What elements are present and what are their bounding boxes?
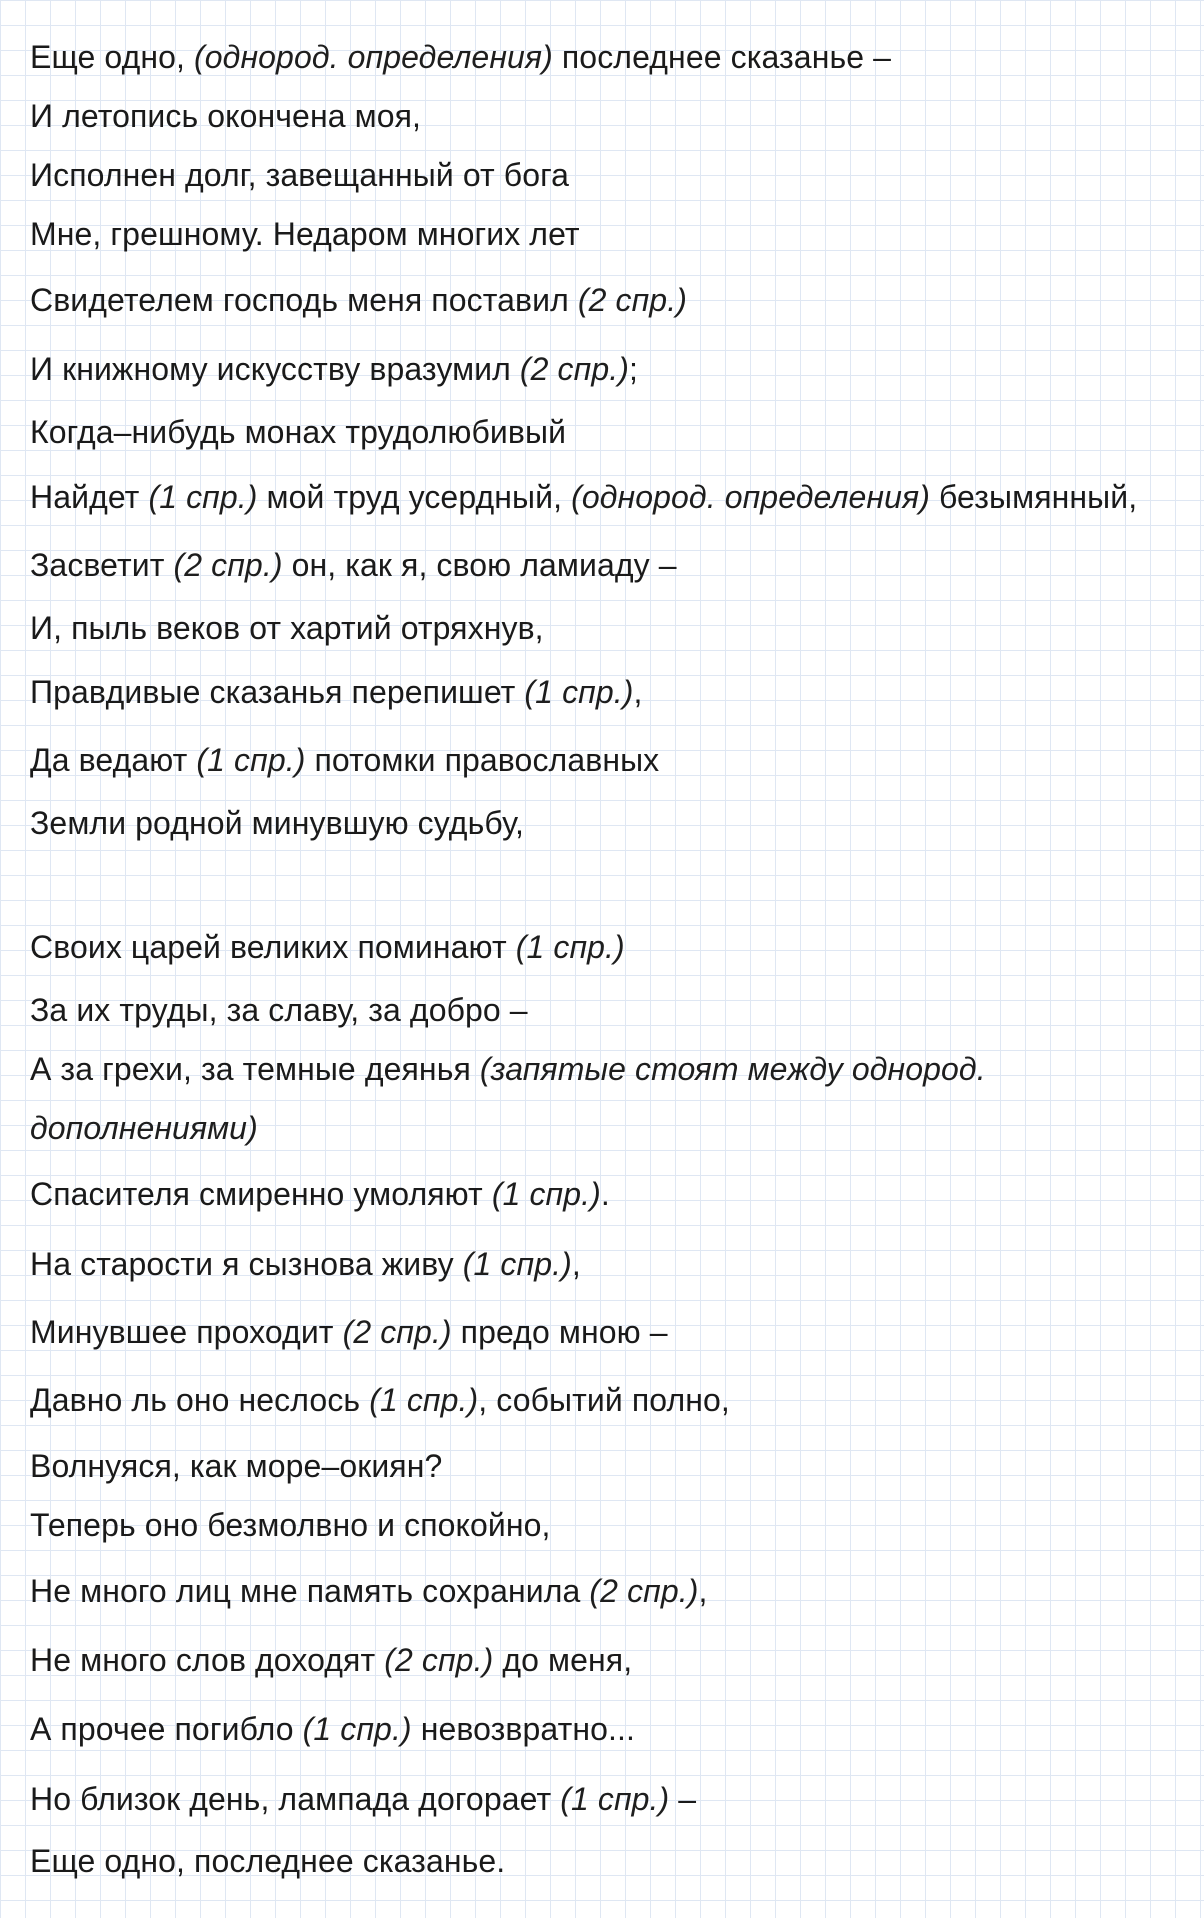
verse-text: Давно ль оно неслось bbox=[30, 1382, 370, 1418]
grammar-note: (2 спр.) bbox=[589, 1573, 699, 1609]
verse-text: Не много лиц мне память сохранила bbox=[30, 1573, 590, 1609]
verse-text: Свидетелем господь меня поставил bbox=[30, 282, 578, 318]
verse-text: Не много слов доходят bbox=[30, 1642, 385, 1678]
verse-text: ; bbox=[629, 351, 639, 387]
verse-text: А за грехи, за темные деянья bbox=[30, 1051, 480, 1087]
grammar-note: (1 спр.) bbox=[462, 1246, 572, 1282]
text-line bbox=[30, 1640, 1194, 1680]
text-line bbox=[30, 1049, 1194, 1089]
grammar-note: (запятые стоят между однород. bbox=[479, 1051, 986, 1087]
text-line bbox=[30, 1312, 1194, 1352]
verse-text: Найдет bbox=[30, 479, 149, 515]
verse-text: невозвратно... bbox=[411, 1711, 635, 1747]
grammar-note: (однород. определения) bbox=[194, 39, 553, 75]
text-line bbox=[30, 214, 1194, 254]
verse-text: последнее сказанье – bbox=[552, 39, 892, 75]
verse-text: потомки православных bbox=[305, 742, 660, 778]
text-line bbox=[30, 545, 1194, 585]
verse-text: Своих царей великих поминают bbox=[30, 929, 516, 965]
verse-text: Еще одно, последнее сказанье. bbox=[30, 1843, 506, 1879]
verse-text: , событий полно, bbox=[478, 1382, 730, 1418]
verse-text: безымянный, bbox=[929, 479, 1138, 515]
verse-text: мой труд усердный, bbox=[257, 479, 572, 515]
text-line bbox=[30, 349, 1194, 389]
text-line bbox=[30, 1244, 1194, 1284]
text-line bbox=[30, 1446, 1194, 1486]
grammar-note: (1 спр.) bbox=[148, 479, 258, 515]
verse-text: Земли родной минувшую судьбу, bbox=[30, 805, 524, 841]
verse-text: Но близок день, лампада догорает bbox=[30, 1781, 561, 1817]
text-line bbox=[30, 1380, 1194, 1420]
verse-text: , bbox=[633, 674, 643, 710]
grammar-note: (2 спр.) bbox=[173, 547, 283, 583]
text-line bbox=[30, 412, 1194, 452]
verse-text: Когда–нибудь монах трудолюбивый bbox=[30, 414, 567, 450]
grammar-note: (однород. определения) bbox=[571, 479, 930, 515]
grammar-note: (1 спр.) bbox=[369, 1382, 479, 1418]
verse-text: И, пыль веков от хартий отряхнув, bbox=[30, 610, 544, 646]
verse-text: Исполнен долг, завещанный от бога bbox=[30, 157, 570, 193]
verse-text: За их труды, за славу, за добро – bbox=[30, 992, 528, 1028]
grammar-note: (1 спр.) bbox=[524, 674, 634, 710]
grammar-note: дополнениями) bbox=[30, 1110, 258, 1146]
text-line bbox=[30, 96, 1194, 136]
verse-text: Засветит bbox=[30, 547, 174, 583]
verse-text: Спасителя смиренно умоляют bbox=[30, 1176, 492, 1212]
verse-text: Волнуяся, как море–окиян? bbox=[30, 1448, 443, 1484]
verse-text: , bbox=[571, 1246, 581, 1282]
verse-text: И книжному искусству вразумил bbox=[30, 351, 520, 387]
text-line bbox=[30, 1779, 1194, 1819]
verse-text: до меня, bbox=[493, 1642, 633, 1678]
text-line bbox=[30, 990, 1194, 1030]
text-line bbox=[30, 477, 1194, 517]
verse-text: он, как я, свою ламиаду – bbox=[282, 547, 677, 583]
verse-text: предо мною – bbox=[451, 1314, 668, 1350]
text-line bbox=[30, 740, 1194, 780]
verse-text: , bbox=[698, 1573, 708, 1609]
verse-text: . bbox=[600, 1176, 610, 1212]
verse-text: И летопись окончена моя, bbox=[30, 98, 422, 134]
grammar-note: (1 спр.) bbox=[491, 1176, 601, 1212]
grammar-note: (1 спр.) bbox=[196, 742, 306, 778]
text-line bbox=[30, 1841, 1194, 1881]
text-line bbox=[30, 280, 1194, 320]
verse-text: Правдивые сказанья перепишет bbox=[30, 674, 525, 710]
grammar-note: (2 спр.) bbox=[577, 282, 687, 318]
verse-text: Еще одно, bbox=[30, 39, 195, 75]
text-line bbox=[30, 608, 1194, 648]
grammar-note: (2 спр.) bbox=[384, 1642, 494, 1678]
text-line bbox=[30, 1174, 1194, 1214]
grammar-note: (1 спр.) bbox=[302, 1711, 412, 1747]
grammar-note: (2 спр.) bbox=[342, 1314, 452, 1350]
text-line bbox=[30, 1505, 1194, 1545]
verse-text: – bbox=[669, 1781, 697, 1817]
text-line bbox=[30, 1709, 1194, 1749]
verse-text: Теперь оно безмолвно и спокойно, bbox=[30, 1507, 551, 1543]
verse-text: А прочее погибло bbox=[30, 1711, 303, 1747]
text-line bbox=[30, 1571, 1194, 1611]
text-line bbox=[30, 672, 1194, 712]
verse-text: Да ведают bbox=[30, 742, 197, 778]
text-line bbox=[30, 37, 1194, 77]
grammar-note: (2 спр.) bbox=[519, 351, 630, 387]
grammar-note: (1 спр.) bbox=[560, 1781, 670, 1817]
text-line bbox=[30, 155, 1194, 195]
verse-text: Мне, грешному. Недаром многих лет bbox=[30, 216, 580, 252]
text-line bbox=[30, 1108, 1194, 1148]
text-line bbox=[30, 927, 1194, 967]
verse-text: На старости я сызнова живу bbox=[30, 1246, 463, 1282]
verse-text: Минувшее проходит bbox=[30, 1314, 343, 1350]
text-line bbox=[30, 803, 1194, 843]
grammar-note: (1 спр.) bbox=[515, 929, 625, 965]
